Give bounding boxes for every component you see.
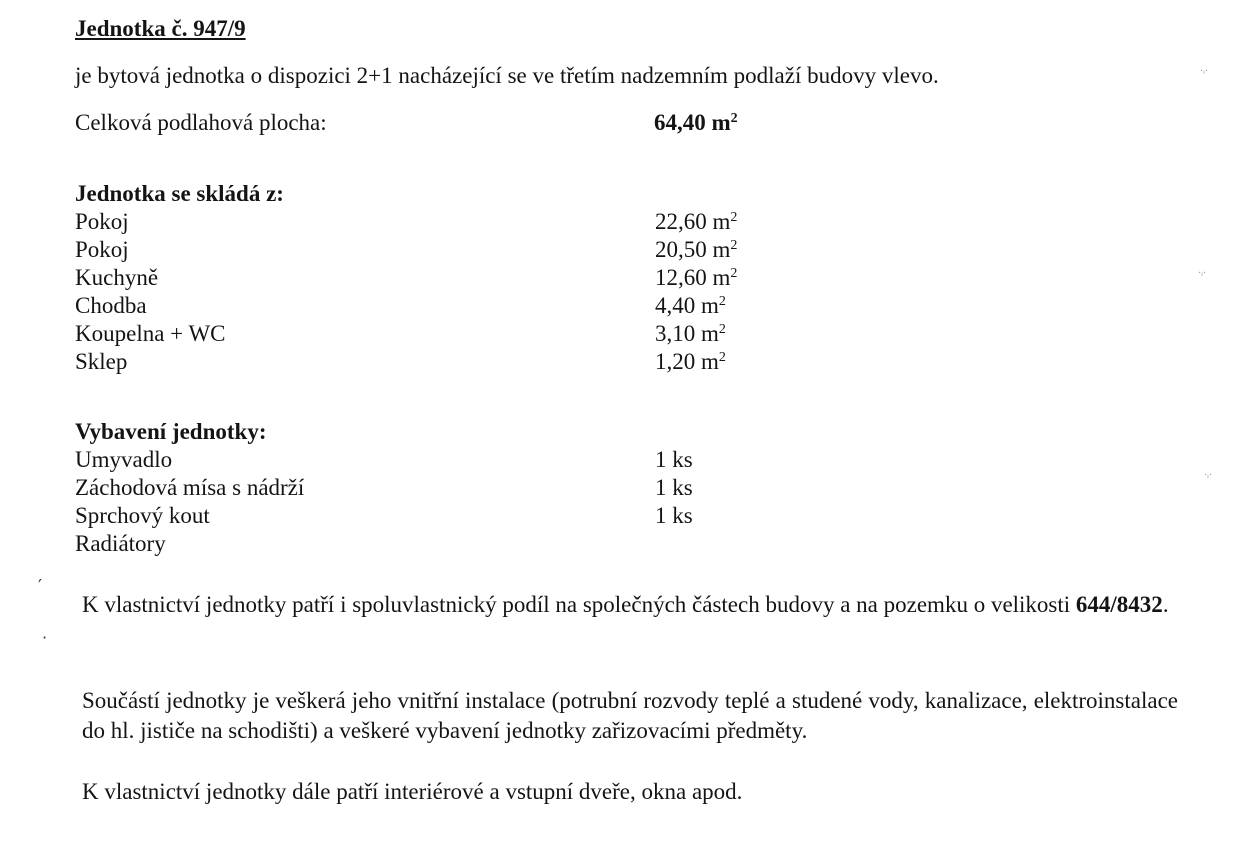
room-row	[75, 264, 738, 292]
room-name: Pokoj	[75, 237, 129, 262]
doors-windows-paragraph: K vlastnictví jednotky dále patří interiérové a vstupní dveře, okna apod.	[82, 779, 743, 804]
equipment-name: Radiátory	[75, 531, 166, 556]
equipment-name: Sprchový kout	[75, 503, 210, 528]
total-area-value: 64,40 $m^2$	[654, 110, 738, 135]
unit-title: Jednotka č. 947/9	[75, 16, 246, 41]
unit-description: je bytová jednotka o dispozici 2+1 nacházející se ve třetím nadzemním podlaží budovy vlevo.	[75, 63, 939, 88]
room-name: Koupelna + WC	[75, 321, 226, 346]
ownership-share: 644/8432	[1075, 592, 1163, 617]
rooms-heading: Jednotka se skládá z:	[75, 181, 284, 206]
equipment-count: 1 ks	[655, 447, 693, 472]
room-area: 1,20 $m^2$	[655, 349, 726, 374]
room-row	[75, 348, 726, 376]
scan-speck: ·ᵢ·	[1200, 66, 1209, 77]
co-ownership-paragraph: K vlastnictví jednotky patří i spoluvlastnický podíl na společných částech budovy a na pozemku o velikosti 644/8432.	[82, 592, 1169, 617]
scan-speck: ′	[38, 576, 43, 597]
total-area-label: Celková podlahová plocha:	[75, 110, 327, 135]
equipment-row	[75, 502, 693, 530]
rooms-list	[75, 180, 738, 376]
equipment-name: Záchodová mísa s nádrží	[75, 475, 305, 500]
room-area: 22,60 $m^2$	[655, 209, 738, 234]
room-name: Chodba	[75, 293, 147, 318]
installation-paragraph: Součástí jednotky je veškerá jeho vnitřní instalace (potrubní rozvody teplé a studené vody, kanalizace, elektroinstalace do hl. jističe na schodišti) a veškeré vybavení jednotky zařizovacími předměty.	[82, 688, 1178, 743]
scan-speck: ·	[42, 628, 48, 647]
room-name: Sklep	[75, 349, 128, 374]
room-area: 3,10 $m^2$	[655, 321, 726, 346]
room-area: 20,50 $m^2$	[655, 237, 738, 262]
equipment-heading: Vybavení jednotky:	[75, 419, 267, 444]
room-row	[75, 292, 726, 320]
room-name: Kuchyně	[75, 265, 159, 290]
scan-speck: ·ᵢ·	[1198, 268, 1207, 279]
equipment-name: Umyvadlo	[75, 447, 173, 472]
room-name: Pokoj	[75, 209, 129, 234]
equipment-count: 1 ks	[655, 475, 693, 500]
room-row	[75, 236, 738, 264]
room-area: 12,60 $m^2$	[655, 265, 738, 290]
scan-speck: ·ᵢ·	[1204, 470, 1213, 481]
room-area: 4,40 $m^2$	[655, 293, 726, 318]
room-row	[75, 320, 726, 348]
equipment-count: 1 ks	[655, 503, 693, 528]
equipment-row	[75, 530, 267, 558]
equipment-row	[75, 474, 693, 502]
equipment-row	[75, 446, 693, 474]
room-row	[75, 208, 738, 236]
equipment-list	[75, 418, 693, 558]
